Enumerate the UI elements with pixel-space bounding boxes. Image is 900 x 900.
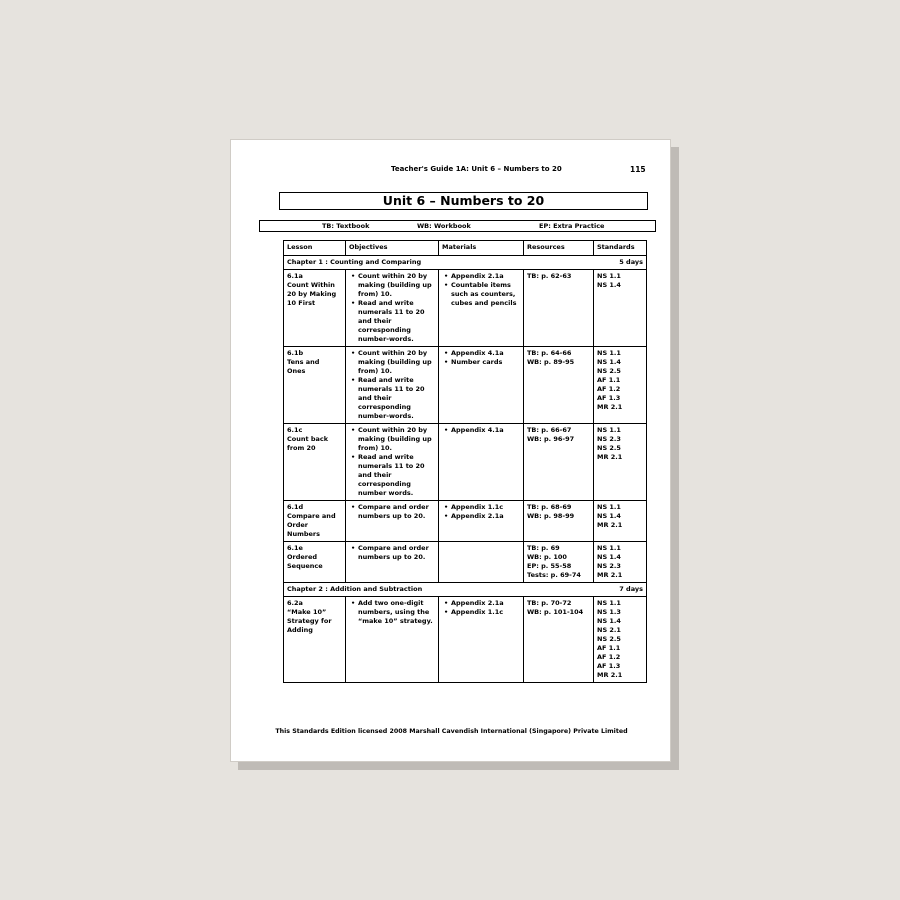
material-item — [451, 358, 520, 367]
license-footer: This Standards Edition licensed 2008 Marshall Cavendish International (Singapore) Private Limited — [275, 728, 628, 735]
standard-line: MR 2.1 — [597, 453, 623, 461]
resources-cell — [524, 501, 594, 542]
objective-line: • Compare and order — [358, 503, 429, 511]
objective-item — [358, 599, 435, 626]
standard-line: MR 2.1 — [597, 571, 623, 579]
objective-list — [349, 272, 435, 344]
objective-list — [349, 503, 435, 521]
table-row — [284, 424, 647, 501]
material-line: • Number cards — [451, 358, 503, 366]
material-list — [442, 426, 520, 435]
standard-line: MR 2.1 — [597, 521, 623, 529]
table-row — [284, 542, 647, 583]
material-line: • Appendix 2.1a — [451, 512, 504, 520]
objective-item — [358, 299, 435, 344]
objective-line: numerals 11 to 20 — [358, 308, 425, 316]
objective-line: corresponding — [358, 326, 411, 334]
material-item — [451, 426, 520, 435]
objective-line: • Add two one-digit — [358, 599, 424, 607]
chapter-days: 5 days — [619, 258, 643, 266]
resources-cell — [524, 270, 594, 347]
objectives-cell — [346, 270, 439, 347]
resource-line: EP: p. 55-58 — [527, 562, 572, 570]
standard-line: AF 1.3 — [597, 394, 621, 402]
material-line: • Appendix 1.1c — [451, 608, 504, 616]
document-page — [230, 139, 671, 762]
chapter-1-row — [284, 256, 647, 270]
objective-line: • Read and write — [358, 453, 414, 461]
column-header-materials: Materials — [439, 241, 524, 256]
resource-line: TB: p. 64-66 — [527, 349, 572, 357]
materials-cell — [439, 501, 524, 542]
objectives-cell — [346, 597, 439, 683]
standard-line: NS 1.1 — [597, 503, 621, 511]
lesson-line: Compare and — [287, 512, 336, 520]
objectives-cell — [346, 424, 439, 501]
standard-line: NS 1.4 — [597, 281, 621, 289]
standard-line: NS 1.4 — [597, 553, 621, 561]
resource-line: TB: p. 68-69 — [527, 503, 572, 511]
standard-line: NS 2.5 — [597, 444, 621, 452]
standards-cell — [594, 347, 647, 424]
standard-line: NS 2.3 — [597, 435, 621, 443]
objective-line: number words. — [358, 489, 414, 497]
column-header-objectives: Objectives — [346, 241, 439, 256]
lesson-cell — [284, 270, 346, 347]
table-row — [284, 347, 647, 424]
standards-cell — [594, 424, 647, 501]
chapter-title: Chapter 2 : Addition and Subtraction — [287, 585, 423, 593]
standard-line: AF 1.2 — [597, 653, 621, 661]
objective-line: • Compare and order — [358, 544, 429, 552]
legend-tb: TB: Textbook — [322, 222, 370, 230]
standard-line: NS 1.1 — [597, 599, 621, 607]
standard-line: NS 1.4 — [597, 512, 621, 520]
objective-line: from) 10. — [358, 290, 393, 298]
objective-line: making (building up — [358, 358, 432, 366]
standard-line: NS 2.1 — [597, 626, 621, 634]
objective-line: number-words. — [358, 412, 414, 420]
standard-line: NS 1.3 — [597, 608, 621, 616]
objective-list — [349, 349, 435, 421]
resources-cell — [524, 424, 594, 501]
resource-line: TB: p. 62-63 — [527, 272, 572, 280]
lesson-line: Tens and — [287, 358, 320, 366]
material-line: • Countable items — [451, 281, 511, 289]
material-item — [451, 599, 520, 608]
objective-line: corresponding — [358, 480, 411, 488]
lesson-line: 10 First — [287, 299, 316, 307]
objective-line: • Count within 20 by — [358, 349, 428, 357]
column-header-resources: Resources — [524, 241, 594, 256]
lesson-line: from 20 — [287, 444, 316, 452]
page-number: 115 — [630, 165, 646, 174]
lesson-line: 20 by Making — [287, 290, 337, 298]
objective-line: numerals 11 to 20 — [358, 385, 425, 393]
objective-line: “make 10” strategy. — [358, 617, 433, 625]
standard-line: AF 1.1 — [597, 376, 621, 384]
materials-cell — [439, 270, 524, 347]
lesson-line: Sequence — [287, 562, 323, 570]
material-line: • Appendix 4.1a — [451, 426, 504, 434]
lesson-line: 6.1d — [287, 503, 304, 511]
objective-item — [358, 544, 435, 562]
objective-line: and their — [358, 317, 392, 325]
chapter-title: Chapter 1 : Counting and Comparing — [287, 258, 422, 266]
objective-line: corresponding — [358, 403, 411, 411]
running-header-title: Teacher's Guide 1A: Unit 6 – Numbers to 20 — [391, 165, 562, 173]
objective-line: and their — [358, 394, 392, 402]
objective-line: numbers up to 20. — [358, 512, 426, 520]
lesson-line: Adding — [287, 626, 313, 634]
lesson-line: 6.1e — [287, 544, 303, 552]
standard-line: AF 1.2 — [597, 385, 621, 393]
standard-line: NS 2.5 — [597, 367, 621, 375]
standard-line: AF 1.1 — [597, 644, 621, 652]
lesson-line: Strategy for — [287, 617, 332, 625]
resource-line: TB: p. 70-72 — [527, 599, 572, 607]
material-item — [451, 272, 520, 281]
standards-cell — [594, 501, 647, 542]
objective-item — [358, 426, 435, 453]
chapter-heading — [284, 583, 647, 597]
material-list — [442, 599, 520, 617]
lesson-line: Ones — [287, 367, 306, 375]
objective-line: • Count within 20 by — [358, 272, 428, 280]
chapter-heading — [284, 256, 647, 270]
objective-line: numbers, using the — [358, 608, 430, 616]
unit-title: Unit 6 – Numbers to 20 — [279, 192, 648, 210]
lesson-line: 6.1c — [287, 426, 303, 434]
material-list — [442, 272, 520, 308]
standard-line: NS 1.4 — [597, 617, 621, 625]
objective-list — [349, 599, 435, 626]
lesson-cell — [284, 347, 346, 424]
lesson-cell — [284, 424, 346, 501]
objective-line: numbers up to 20. — [358, 553, 426, 561]
material-item — [451, 349, 520, 358]
objective-line: number-words. — [358, 335, 414, 343]
column-header-lesson: Lesson — [284, 241, 346, 256]
chapter-days: 7 days — [619, 585, 643, 593]
resource-line: TB: p. 69 — [527, 544, 560, 552]
material-line: • Appendix 2.1a — [451, 599, 504, 607]
objective-line: from) 10. — [358, 444, 393, 452]
objective-list — [349, 426, 435, 498]
objective-item — [358, 349, 435, 376]
legend-wb: WB: Workbook — [417, 222, 471, 230]
lesson-cell — [284, 501, 346, 542]
table-row — [284, 597, 647, 683]
objective-item — [358, 376, 435, 421]
lesson-line: Count back — [287, 435, 329, 443]
lesson-line: Order — [287, 521, 308, 529]
objective-line: numerals 11 to 20 — [358, 462, 425, 470]
objectives-cell — [346, 501, 439, 542]
material-line: • Appendix 2.1a — [451, 272, 504, 280]
standard-line: NS 1.1 — [597, 544, 621, 552]
objective-item — [358, 503, 435, 521]
objectives-cell — [346, 542, 439, 583]
standard-line: NS 2.5 — [597, 635, 621, 643]
material-line: cubes and pencils — [451, 299, 517, 307]
material-list — [442, 503, 520, 521]
objective-line: and their — [358, 471, 392, 479]
standard-line: NS 1.4 — [597, 358, 621, 366]
objective-item — [358, 272, 435, 299]
table-header-row — [284, 241, 647, 256]
resource-line: WB: p. 101-104 — [527, 608, 584, 616]
objective-line: • Count within 20 by — [358, 426, 428, 434]
objectives-cell — [346, 347, 439, 424]
running-header — [231, 165, 672, 179]
materials-cell — [439, 597, 524, 683]
standard-line: MR 2.1 — [597, 671, 623, 679]
resource-line: WB: p. 96-97 — [527, 435, 575, 443]
material-item — [451, 503, 520, 512]
resource-line: Tests: p. 69-74 — [527, 571, 581, 579]
resource-line: WB: p. 100 — [527, 553, 567, 561]
materials-cell — [439, 542, 524, 583]
table-row — [284, 270, 647, 347]
materials-cell — [439, 424, 524, 501]
lesson-line: 6.1a — [287, 272, 303, 280]
objective-line: from) 10. — [358, 367, 393, 375]
objective-line: making (building up — [358, 281, 432, 289]
resources-cell — [524, 542, 594, 583]
objective-line: making (building up — [358, 435, 432, 443]
material-item — [451, 512, 520, 521]
resource-line: WB: p. 89-95 — [527, 358, 575, 366]
resources-cell — [524, 347, 594, 424]
legend-ep: EP: Extra Practice — [539, 222, 605, 230]
standard-line: NS 1.1 — [597, 426, 621, 434]
objective-line: • Read and write — [358, 299, 414, 307]
lesson-line: 6.2a — [287, 599, 303, 607]
lesson-plan-table — [283, 240, 647, 683]
material-item — [451, 281, 520, 308]
resource-line: TB: p. 66-67 — [527, 426, 572, 434]
resource-line: WB: p. 98-99 — [527, 512, 575, 520]
table-row — [284, 501, 647, 542]
standards-cell — [594, 597, 647, 683]
abbreviation-legend — [259, 220, 656, 232]
chapter-2-row — [284, 583, 647, 597]
material-line: such as counters, — [451, 290, 516, 298]
material-item — [451, 608, 520, 617]
lesson-line: Numbers — [287, 530, 320, 538]
objective-list — [349, 544, 435, 562]
standard-line: MR 2.1 — [597, 403, 623, 411]
lesson-line: Count Within — [287, 281, 335, 289]
standard-line: NS 2.3 — [597, 562, 621, 570]
material-line: • Appendix 4.1a — [451, 349, 504, 357]
lesson-line: 6.1b — [287, 349, 304, 357]
lesson-cell — [284, 597, 346, 683]
objective-item — [358, 453, 435, 498]
standard-line: AF 1.3 — [597, 662, 621, 670]
standard-line: NS 1.1 — [597, 272, 621, 280]
lesson-line: “Make 10” — [287, 608, 327, 616]
standard-line: NS 1.1 — [597, 349, 621, 357]
materials-cell — [439, 347, 524, 424]
lesson-line: Ordered — [287, 553, 318, 561]
lesson-cell — [284, 542, 346, 583]
standards-cell — [594, 542, 647, 583]
resources-cell — [524, 597, 594, 683]
standards-cell — [594, 270, 647, 347]
material-line: • Appendix 1.1c — [451, 503, 504, 511]
objective-line: • Read and write — [358, 376, 414, 384]
column-header-standards: Standards — [594, 241, 647, 256]
material-list — [442, 349, 520, 367]
